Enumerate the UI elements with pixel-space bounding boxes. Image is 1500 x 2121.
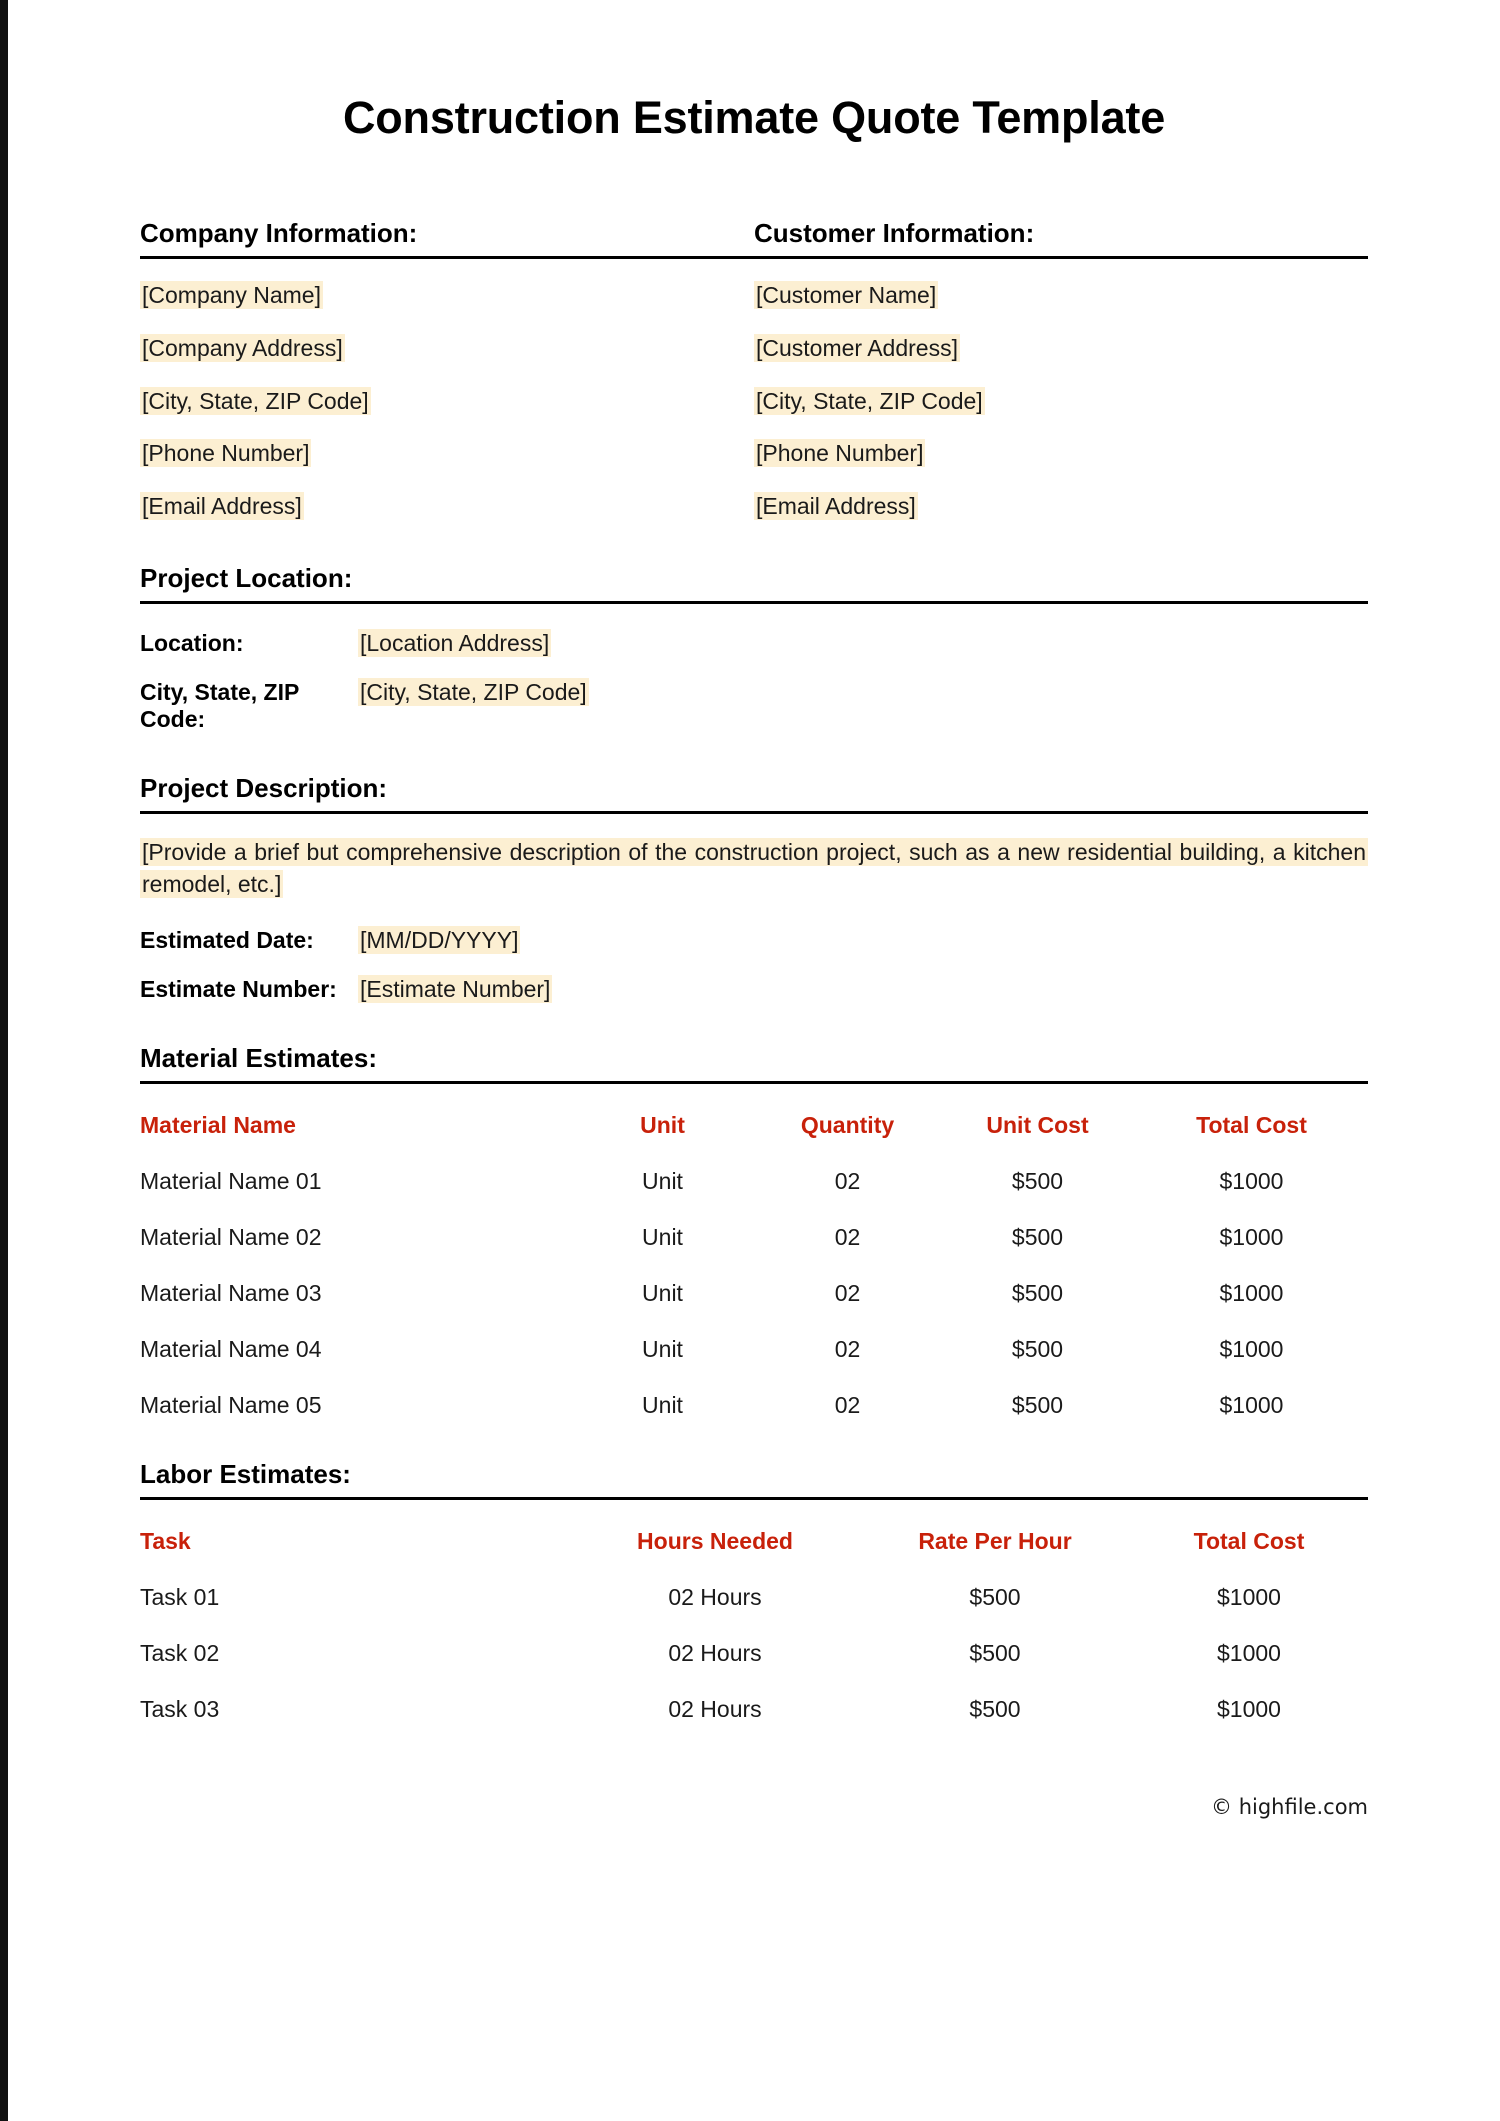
customer-city-state-zip-field[interactable] (754, 387, 1368, 416)
spacer (140, 901, 1368, 927)
company-information-heading: Company Information: (140, 218, 418, 248)
labor-hours-cell: 02 Hours (668, 1584, 762, 1611)
material-unit-cost-cell: $500 (1011, 1168, 1064, 1195)
spacer (140, 604, 1368, 630)
location-city-state-zip-row (140, 679, 1368, 733)
estimated-date-label: Estimated Date: (140, 927, 314, 954)
labor-total-cost-cell: $1000 (1217, 1584, 1281, 1611)
labor-column-header-hours-needed: Hours Needed (637, 1528, 793, 1555)
company-address-value: [Company Address] (142, 334, 343, 361)
project-description-value: [Provide a brief but comprehensive description of the construction project, such as a new residential building, a kitchen remodel, etc.] (142, 838, 1366, 898)
project-description-rule (140, 811, 1368, 814)
company-email-value: [Email Address] (142, 493, 302, 519)
material-column-header-material-name: Material Name (140, 1112, 296, 1139)
customer-information-fields (754, 281, 1368, 545)
information-section-rule (140, 256, 1368, 259)
material-total-cost-cell: $1000 (1219, 1392, 1284, 1419)
project-description-heading: Project Description: (140, 772, 388, 803)
material-unit-cell: Unit (642, 1392, 683, 1419)
location-row (140, 630, 1368, 657)
customer-email-value: [Email Address] (756, 493, 916, 519)
table-row (140, 1377, 1368, 1433)
material-name-cell: Material Name 02 (140, 1224, 322, 1251)
labor-rate-cell: $500 (969, 1640, 1021, 1667)
company-email-field[interactable] (140, 492, 754, 521)
labor-rate-cell: $500 (969, 1696, 1021, 1723)
location-city-state-zip-label: City, State, ZIP Code: (140, 678, 299, 732)
labor-estimates-heading: Labor Estimates: (140, 1459, 351, 1490)
document-title: Construction Estimate Quote Template (342, 92, 1166, 143)
material-quantity-cell: 02 (834, 1336, 861, 1363)
estimated-date-row (140, 927, 1368, 954)
customer-phone-field[interactable] (754, 439, 1368, 468)
material-unit-cost-cell: $500 (1011, 1392, 1064, 1419)
material-name-cell: Material Name 01 (140, 1168, 322, 1195)
company-city-state-zip-value: [City, State, ZIP Code] (142, 387, 369, 414)
labor-table-header-row (140, 1510, 1368, 1569)
estimate-number-field[interactable] (358, 976, 552, 1003)
material-column-header-unit-cost: Unit Cost (986, 1112, 1089, 1139)
material-column-header-total-cost: Total Cost (1196, 1112, 1307, 1139)
estimated-date-field[interactable] (358, 927, 520, 954)
company-name-field[interactable] (140, 281, 754, 310)
customer-city-state-zip-value: [City, State, ZIP Code] (756, 387, 983, 414)
customer-information-heading-cell (754, 218, 1368, 249)
material-unit-cell: Unit (642, 1280, 683, 1307)
spacer (140, 755, 1368, 773)
labor-total-cost-cell: $1000 (1217, 1696, 1281, 1723)
company-information-heading-cell (140, 218, 754, 249)
material-unit-cost-cell: $500 (1011, 1336, 1064, 1363)
customer-name-value: [Customer Name] (756, 282, 937, 308)
labor-hours-cell: 02 Hours (668, 1640, 762, 1667)
labor-column-header-task: Task (140, 1528, 191, 1555)
company-phone-field[interactable] (140, 439, 754, 468)
customer-address-value: [Customer Address] (756, 334, 958, 361)
material-total-cost-cell: $1000 (1219, 1224, 1284, 1251)
material-quantity-cell: 02 (834, 1224, 861, 1251)
location-field[interactable] (358, 630, 551, 657)
project-description-field[interactable] (140, 836, 1368, 901)
customer-address-field[interactable] (754, 334, 1368, 363)
labor-estimates-rule (140, 1497, 1368, 1500)
labor-column-header-rate-per-hour: Rate Per Hour (918, 1528, 1072, 1555)
labor-rate-cell: $500 (969, 1584, 1021, 1611)
company-phone-value: [Phone Number] (142, 440, 310, 467)
labor-column-header-total-cost: Total Cost (1193, 1528, 1305, 1555)
material-quantity-cell: 02 (834, 1392, 861, 1419)
information-headings-row (140, 218, 1368, 249)
company-information-fields (140, 281, 754, 545)
material-column-header-quantity: Quantity (800, 1112, 895, 1139)
page-edge-shadow (0, 0, 8, 2121)
estimate-number-row (140, 976, 1368, 1003)
labor-task-cell: Task 02 (140, 1640, 220, 1667)
customer-email-field[interactable] (754, 492, 1368, 521)
table-row (140, 1265, 1368, 1321)
table-row (140, 1321, 1368, 1377)
company-name-value: [Company Name] (142, 282, 321, 308)
labor-hours-cell: 02 Hours (668, 1696, 762, 1723)
location-value: [Location Address] (360, 629, 550, 656)
material-unit-cost-cell: $500 (1011, 1280, 1064, 1307)
material-total-cost-cell: $1000 (1219, 1280, 1284, 1307)
material-unit-cost-cell: $500 (1011, 1224, 1064, 1251)
material-column-header-unit: Unit (640, 1112, 685, 1139)
table-row (140, 1681, 1368, 1737)
labor-estimates-table (140, 1510, 1368, 1737)
company-city-state-zip-field[interactable] (140, 387, 754, 416)
material-estimates-rule (140, 1081, 1368, 1084)
material-estimates-table (140, 1094, 1368, 1433)
footer-copyright: © highfile.com (1211, 1795, 1368, 1820)
company-address-field[interactable] (140, 334, 754, 363)
material-unit-cell: Unit (642, 1168, 683, 1195)
labor-total-cost-cell: $1000 (1217, 1640, 1281, 1667)
customer-phone-value: [Phone Number] (756, 440, 924, 467)
material-estimates-heading: Material Estimates: (140, 1043, 377, 1074)
material-total-cost-cell: $1000 (1219, 1336, 1284, 1363)
material-name-cell: Material Name 03 (140, 1280, 322, 1307)
material-table-header-row (140, 1094, 1368, 1153)
location-city-state-zip-field[interactable] (358, 679, 589, 706)
material-unit-cell: Unit (642, 1224, 683, 1251)
material-name-cell: Material Name 05 (140, 1392, 322, 1419)
table-row (140, 1209, 1368, 1265)
information-fields-row (140, 281, 1368, 545)
location-label: Location: (140, 629, 244, 656)
table-row (140, 1569, 1368, 1625)
estimate-number-label: Estimate Number: (140, 976, 337, 1003)
material-total-cost-cell: $1000 (1219, 1168, 1284, 1195)
estimated-date-value: [MM/DD/YYYY] (360, 927, 519, 954)
spacer (140, 1025, 1368, 1043)
spacer (140, 1433, 1368, 1459)
customer-information-heading: Customer Information: (754, 218, 1035, 248)
customer-name-field[interactable] (754, 281, 1368, 310)
labor-task-cell: Task 03 (140, 1696, 220, 1723)
material-unit-cell: Unit (642, 1336, 683, 1363)
estimate-number-value: [Estimate Number] (360, 976, 551, 1003)
material-quantity-cell: 02 (834, 1168, 861, 1195)
project-location-heading: Project Location: (140, 562, 353, 593)
table-row (140, 1153, 1368, 1209)
location-city-state-zip-value: [City, State, ZIP Code] (360, 678, 587, 705)
table-row (140, 1625, 1368, 1681)
spacer (140, 545, 1368, 563)
material-quantity-cell: 02 (834, 1280, 861, 1307)
labor-task-cell: Task 01 (140, 1584, 220, 1611)
document-sheet (8, 0, 1500, 2121)
material-name-cell: Material Name 04 (140, 1336, 322, 1363)
